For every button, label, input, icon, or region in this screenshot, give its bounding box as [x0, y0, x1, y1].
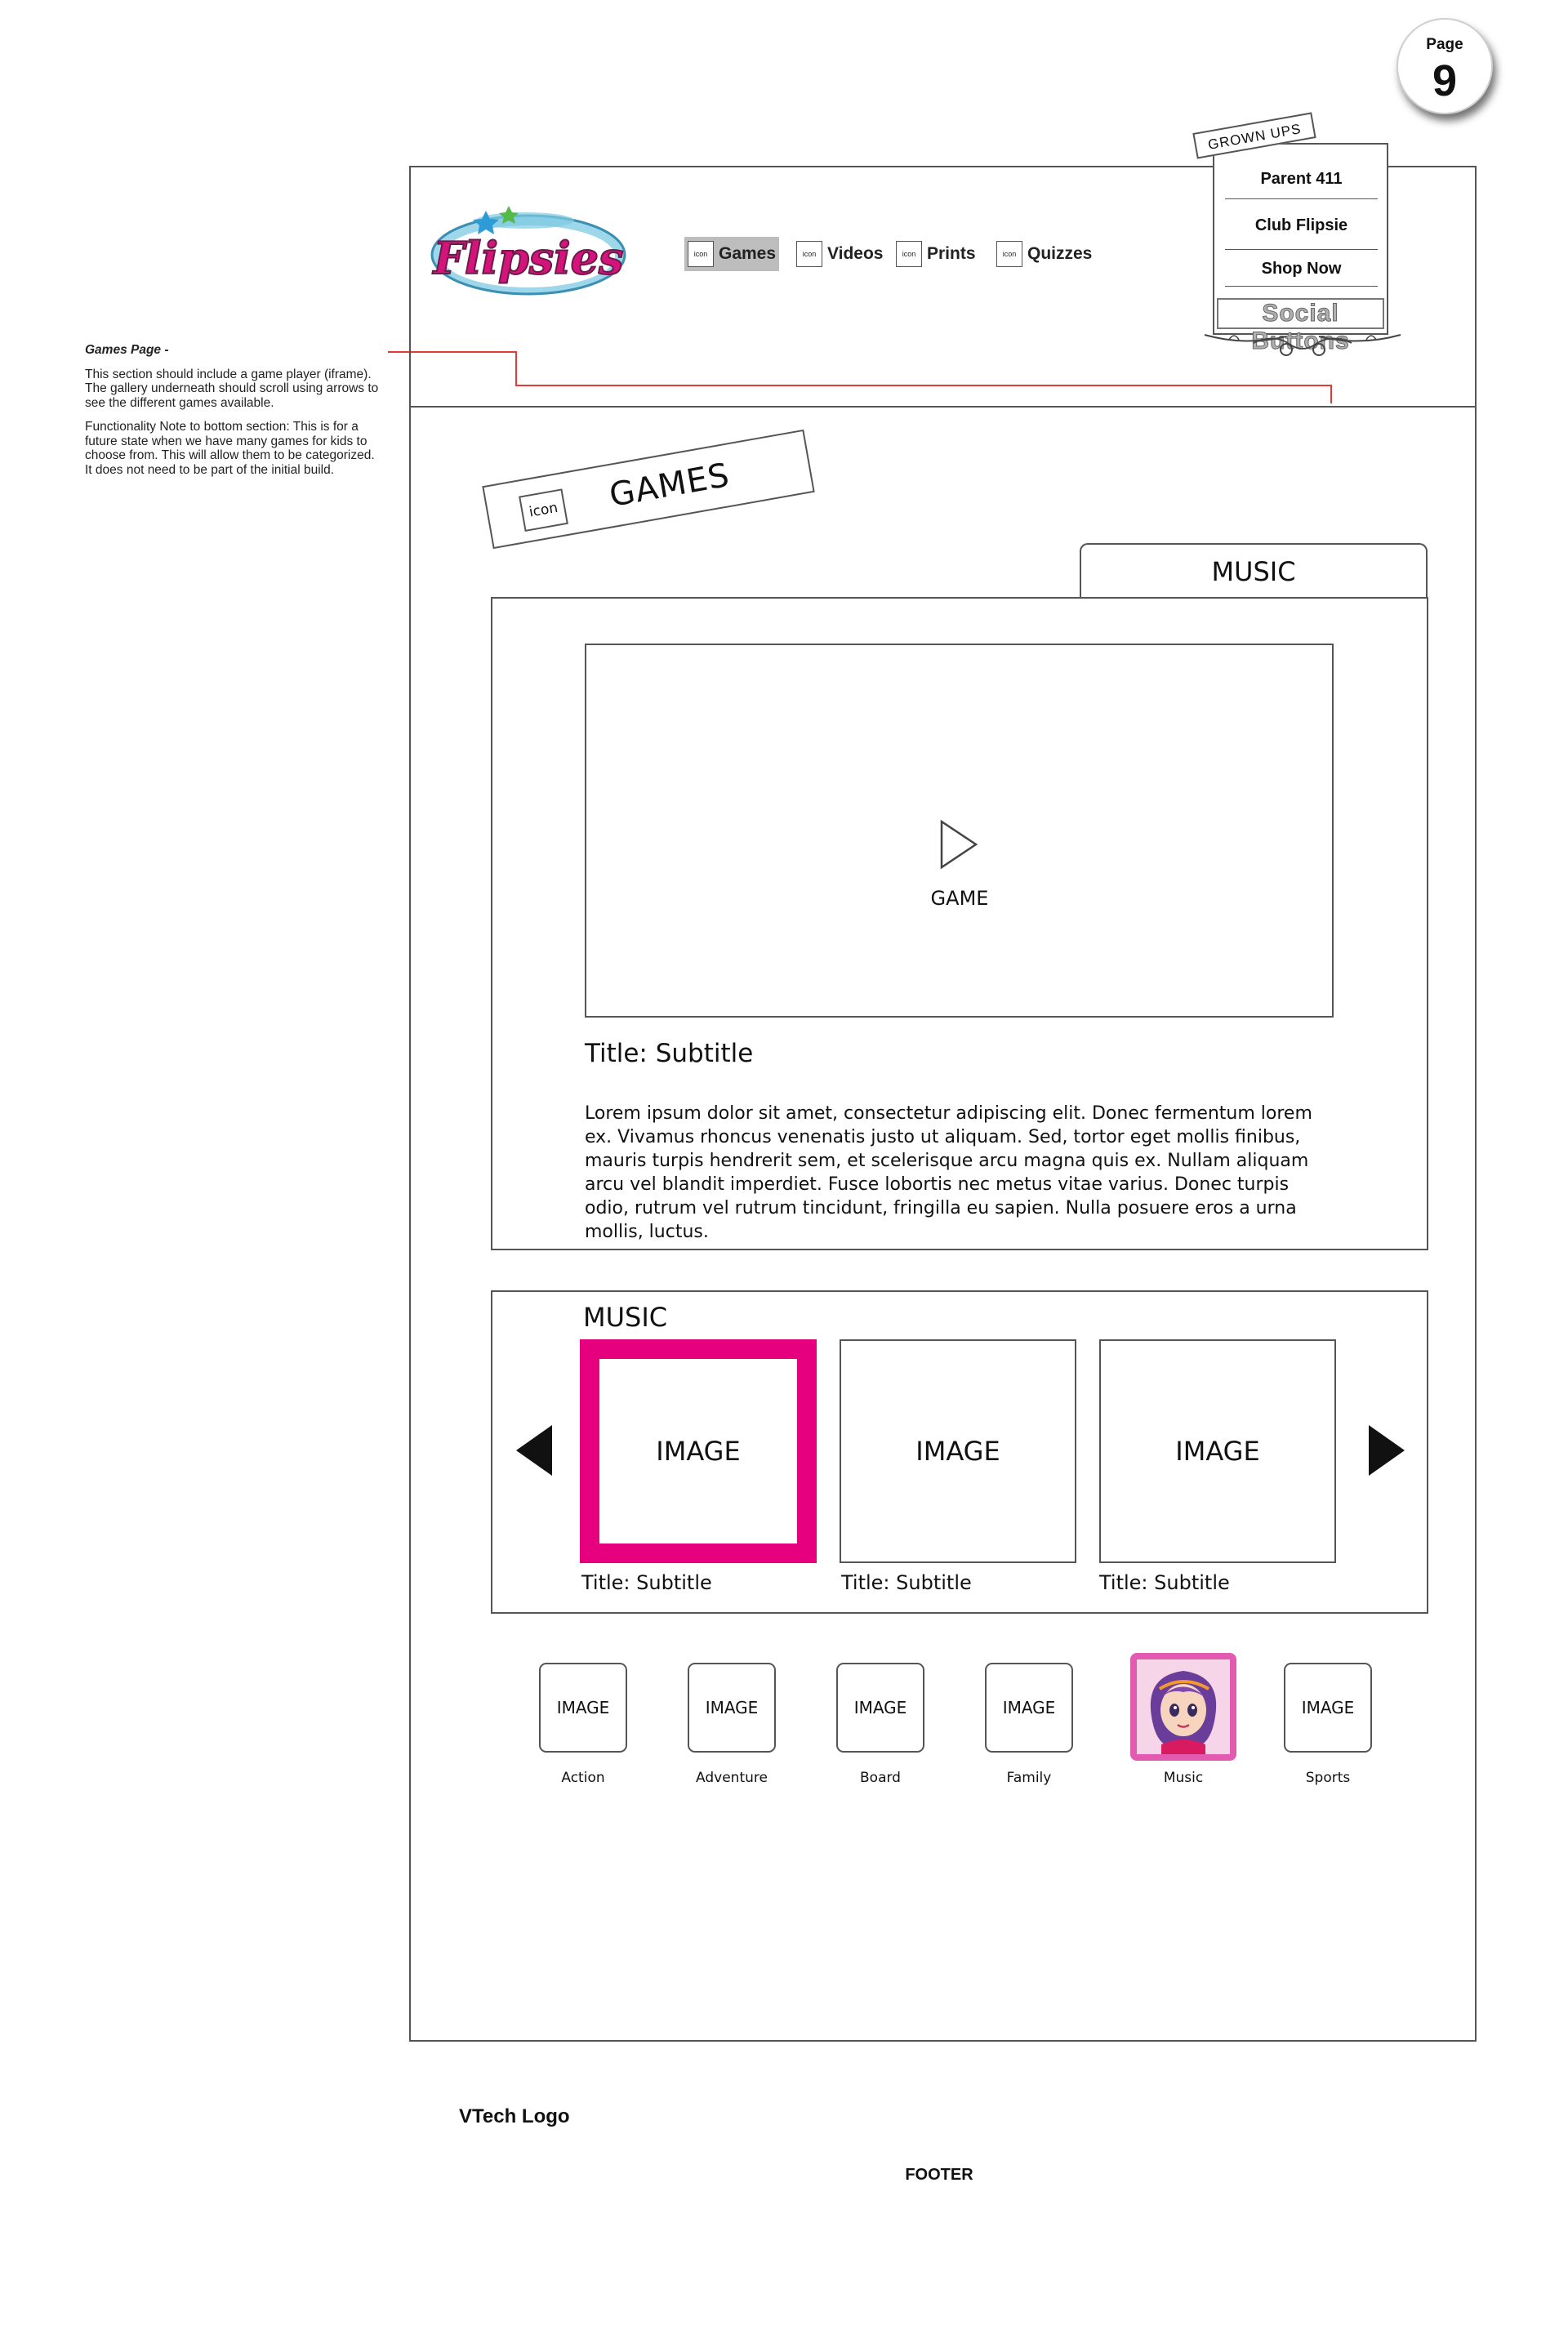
- decorative-flourish: [1196, 325, 1409, 359]
- category-sports-button[interactable]: IMAGE: [1284, 1663, 1372, 1753]
- category-label: Sports: [1305, 1770, 1351, 1786]
- gallery-caption: Title: Subtitle: [841, 1571, 972, 1594]
- nav-games[interactable]: [684, 237, 779, 271]
- vtech-logo[interactable]: VTech Logo: [459, 2105, 570, 2127]
- footer-label: FOOTER: [905, 2166, 973, 2184]
- nav-videos-label: Videos: [827, 244, 884, 263]
- flipsies-logo[interactable]: [429, 196, 629, 302]
- page-number-badge: [1396, 18, 1493, 114]
- category-family-button[interactable]: IMAGE: [985, 1663, 1073, 1753]
- header-divider: [409, 406, 1477, 408]
- quizzes-icon: icon: [996, 241, 1022, 267]
- grown-ups-tab[interactable]: GROWN UPS: [1192, 112, 1316, 158]
- games-title-text: GAMES: [606, 456, 733, 514]
- grown-ups-divider: [1225, 286, 1378, 287]
- games-title-icon: icon: [519, 488, 568, 532]
- annotation-heading: Games Page -: [85, 343, 169, 357]
- game-placeholder-label: GAME: [930, 887, 989, 910]
- grown-ups-divider: [1225, 249, 1378, 250]
- nav-prints-label: Prints: [927, 244, 976, 263]
- shop-now-link[interactable]: Shop Now: [1261, 260, 1342, 278]
- gallery-prev-arrow-icon[interactable]: [516, 1425, 552, 1476]
- nav-prints[interactable]: [896, 237, 976, 271]
- category-music-button[interactable]: [1130, 1653, 1236, 1761]
- category-adventure-button[interactable]: IMAGE: [688, 1663, 776, 1753]
- game-description: Lorem ipsum dolor sit amet, consectetur adipiscing elit. Donec fermentum lorem ex. Vivamus rhoncus venenatis justo ut aliquam. Sed, tortor eget mollis finibus, mauris turpis hendrerit sem, et scelerisque arcu magna quis ex. Nullam aliquam arcu vel blandit imperdiet. Fusce lobortis nec metus vitae varius. Donec turpis odio, rutrum vel rutrum tincidunt, fringilla eu sapien. Nulla posuere eros a urna mollis, luctus.: [585, 1103, 1312, 1242]
- gallery-thumbnail[interactable]: IMAGE: [840, 1339, 1076, 1563]
- gallery-caption: Title: Subtitle: [1099, 1571, 1230, 1594]
- parent-411-link[interactable]: Parent 411: [1260, 170, 1343, 188]
- nav-quizzes-label: Quizzes: [1027, 244, 1093, 263]
- social-buttons[interactable]: Social Buttons: [1217, 298, 1384, 329]
- category-label: Family: [1006, 1770, 1052, 1786]
- annotation-para-1: This section should include a game player (iframe). The gallery underneath should scroll using arrows to see the different games available.: [85, 367, 379, 410]
- annotation-para-2: Functionality Note to bottom section: This is for a future state when we have many games for kids to choose from. This will allow them to be categorized. It does not need to be part of the initial build.: [85, 420, 375, 477]
- page-label: Page: [1426, 36, 1463, 53]
- logo-text: Flipsies: [433, 232, 624, 284]
- music-category-tab[interactable]: MUSIC: [1080, 543, 1428, 599]
- club-flipsie-link[interactable]: Club Flipsie: [1254, 216, 1348, 234]
- category-label: Adventure: [696, 1770, 768, 1786]
- gallery-thumbnail[interactable]: IMAGE: [580, 1339, 817, 1563]
- gallery-heading: MUSIC: [583, 1302, 668, 1333]
- nav-videos[interactable]: [796, 237, 883, 271]
- videos-icon: icon: [796, 241, 822, 267]
- games-icon: icon: [688, 241, 714, 267]
- gallery-caption: Title: Subtitle: [581, 1571, 712, 1594]
- page-number: 9: [1432, 56, 1458, 105]
- gallery-next-arrow-icon[interactable]: [1369, 1425, 1405, 1476]
- music-character-avatar: [1137, 1659, 1230, 1754]
- game-title: Title: Subtitle: [585, 1039, 754, 1068]
- gallery-thumbnail[interactable]: IMAGE: [1099, 1339, 1336, 1563]
- category-label: Music: [1163, 1770, 1204, 1786]
- annotation-note: [85, 343, 379, 487]
- nav-games-label: Games: [719, 244, 777, 263]
- category-label: Action: [561, 1770, 605, 1786]
- play-icon[interactable]: [939, 819, 978, 870]
- category-action-button[interactable]: IMAGE: [539, 1663, 627, 1753]
- grown-ups-divider: [1225, 198, 1378, 199]
- category-label: Board: [860, 1770, 901, 1786]
- prints-icon: icon: [896, 241, 922, 267]
- category-board-button[interactable]: IMAGE: [836, 1663, 924, 1753]
- nav-quizzes[interactable]: [996, 237, 1092, 271]
